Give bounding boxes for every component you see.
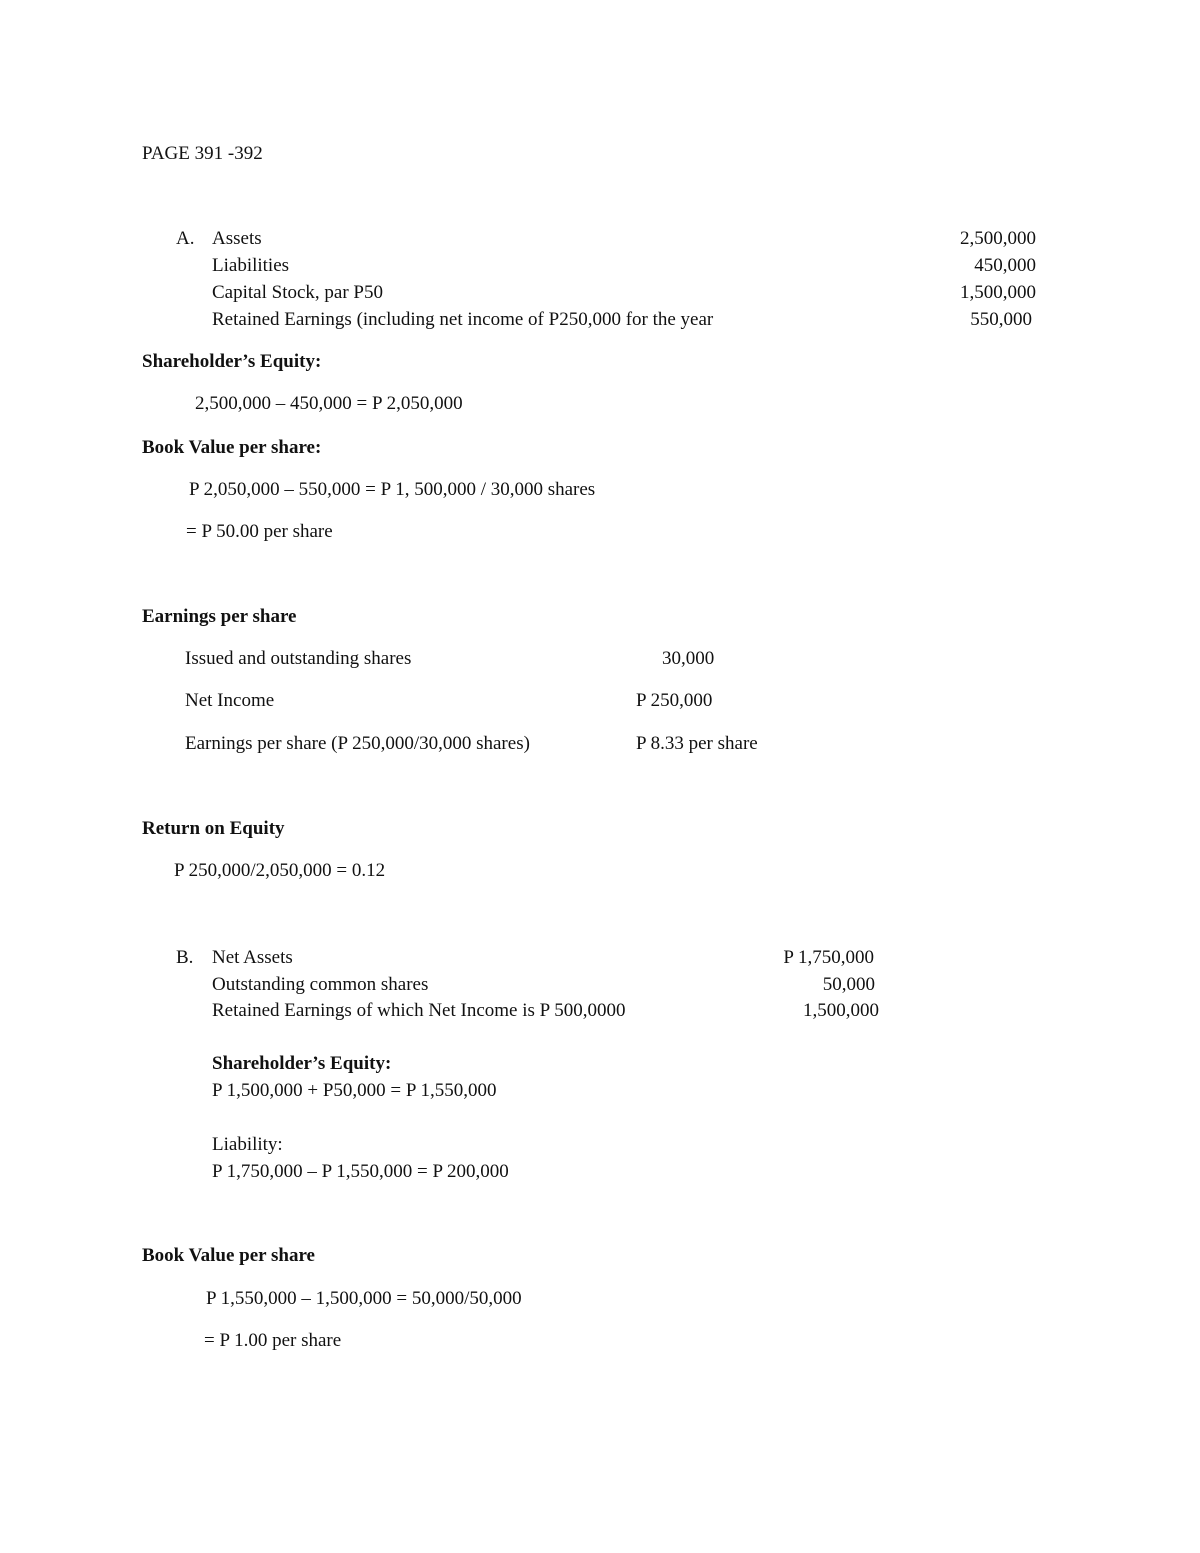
shareholders-equity-heading: Shareholder’s Equity: bbox=[142, 351, 322, 372]
roe-formula: P 250,000/2,050,000 = 0.12 bbox=[174, 860, 386, 881]
assets-label: Assets bbox=[212, 228, 262, 249]
capital-stock-label: Capital Stock, par P50 bbox=[212, 282, 383, 303]
page-title: PAGE 391 -392 bbox=[142, 143, 263, 164]
section-b-marker: B. bbox=[176, 947, 194, 968]
book-value-b-result: = P 1.00 per share bbox=[204, 1330, 342, 1351]
retained-earnings-value: 550,000 bbox=[970, 309, 1032, 330]
book-value-b-formula: P 1,550,000 – 1,500,000 = 50,000/50,000 bbox=[206, 1288, 522, 1309]
eps-net-income-label: Net Income bbox=[185, 690, 275, 711]
liabilities-value: 450,000 bbox=[974, 255, 1036, 276]
net-assets-value: P 1,750,000 bbox=[783, 947, 874, 968]
retained-earnings-b-label: Retained Earnings of which Net Income is P 500,0000 bbox=[212, 1000, 626, 1021]
eps-shares-value: 30,000 bbox=[662, 648, 715, 669]
retained-earnings-label: Retained Earnings (including net income of P250,000 for the year bbox=[212, 309, 714, 330]
book-value-heading: Book Value per share: bbox=[142, 437, 322, 458]
assets-value: 2,500,000 bbox=[960, 228, 1036, 249]
book-value-b-heading: Book Value per share bbox=[142, 1245, 315, 1266]
outstanding-shares-label: Outstanding common shares bbox=[212, 974, 429, 995]
capital-stock-value: 1,500,000 bbox=[960, 282, 1036, 303]
eps-net-income-value: P 250,000 bbox=[636, 690, 713, 711]
roe-heading: Return on Equity bbox=[142, 818, 285, 839]
shareholders-equity-b-formula: P 1,500,000 + P50,000 = P 1,550,000 bbox=[212, 1080, 497, 1101]
net-assets-label: Net Assets bbox=[212, 947, 293, 968]
shareholders-equity-b-heading: Shareholder’s Equity: bbox=[212, 1053, 392, 1074]
book-value-formula: P 2,050,000 – 550,000 = P 1, 500,000 / 30,000 shares bbox=[189, 479, 596, 500]
outstanding-shares-value: 50,000 bbox=[822, 974, 875, 995]
liabilities-label: Liabilities bbox=[212, 255, 290, 276]
eps-calc-label: Earnings per share (P 250,000/30,000 shares) bbox=[185, 733, 530, 754]
eps-calc-value: P 8.33 per share bbox=[636, 733, 758, 754]
liability-formula: P 1,750,000 – P 1,550,000 = P 200,000 bbox=[212, 1161, 509, 1182]
liability-heading: Liability: bbox=[212, 1134, 283, 1155]
eps-shares-label: Issued and outstanding shares bbox=[185, 648, 412, 669]
section-a-marker: A. bbox=[176, 228, 195, 249]
shareholders-equity-formula: 2,500,000 – 450,000 = P 2,050,000 bbox=[195, 393, 463, 414]
book-value-result: = P 50.00 per share bbox=[186, 521, 333, 542]
retained-earnings-b-value: 1,500,000 bbox=[803, 1000, 879, 1021]
eps-heading: Earnings per share bbox=[142, 606, 297, 627]
